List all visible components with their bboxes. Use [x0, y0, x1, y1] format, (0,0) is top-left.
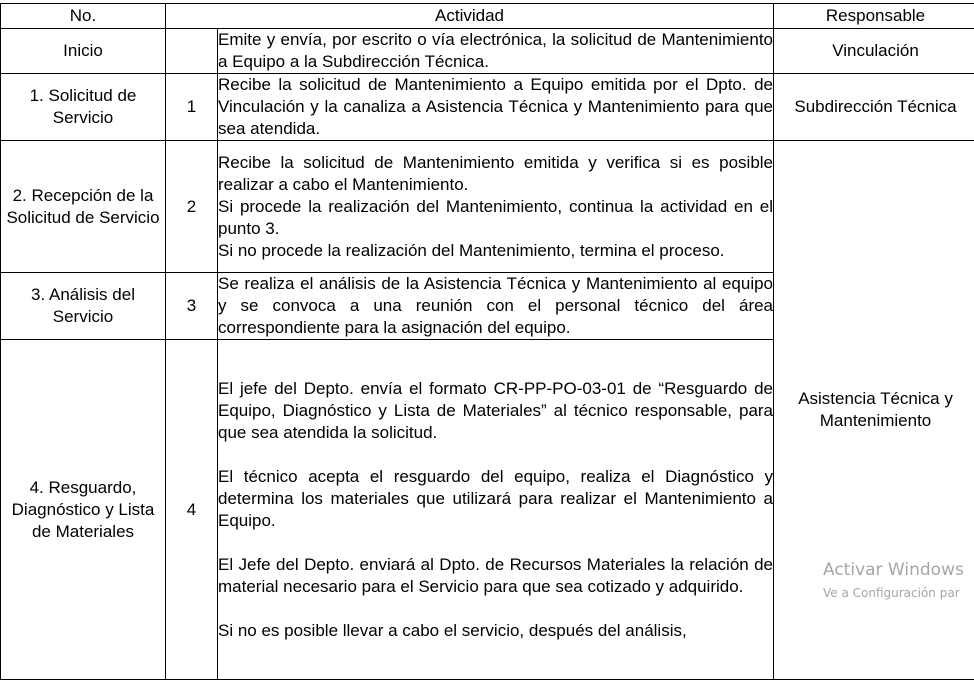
table-row	[1, 74, 974, 141]
step-activity: Emite y envía, por escrito o vía electrónica, la solicitud de Mantenimiento a Equipo a la Subdirección Técnica.	[218, 29, 774, 74]
step-name: 4. Resguardo, Diagnóstico y Lista de Materiales	[1, 340, 166, 680]
step-name: 1. Solicitud de Servicio	[1, 74, 166, 141]
watermark-title: Activar Windows	[823, 560, 964, 580]
step-activity: Se realiza el análisis de la Asistencia Técnica y Mantenimiento al equipo y se convoca a una reunión con el personal técnico del área correspondiente para la asignación del equipo.	[218, 273, 774, 340]
watermark-subtitle: Ve a Configuración par	[823, 585, 964, 601]
step-responsible: Subdirección Técnica	[774, 74, 974, 141]
step-activity: Recibe la solicitud de Mantenimiento emitida y verifica si es posible realizar a cabo el Mantenimiento. Si procede la realización del Mantenimiento, continua la actividad en el punto 3. Si no procede la realización del Mantenimiento, termina el proceso.	[218, 141, 774, 273]
header-actividad: Actividad	[166, 4, 774, 29]
header-no: No.	[1, 4, 166, 29]
step-activity: El jefe del Depto. envía el formato CR-PP-PO-03-01 de “Resguardo de Equipo, Diagnóstico y Lista de Materiales” al técnico responsable, para que sea atendida la solicitud. El técnico acepta el resguardo del equipo, realiza el Diagnóstico y determina los materiales que utilizará para realizar el Mantenimiento a Equipo. El Jefe del Depto. enviará al Dpto. de Recursos Materiales la relación de material necesario para el Servicio para que sea cotizado y adquirido. Si no es posible llevar a cabo el servicio, después del análisis,	[218, 340, 774, 680]
windows-activation-watermark	[823, 560, 964, 601]
step-name: Inicio	[1, 29, 166, 74]
step-name: 2. Recepción de la Solicitud de Servicio	[1, 141, 166, 273]
step-number: 3	[166, 273, 218, 340]
step-number: 1	[166, 74, 218, 141]
step-name: 3. Análisis del Servicio	[1, 273, 166, 340]
step-number	[166, 29, 218, 74]
header-responsable: Responsable	[774, 4, 974, 29]
table-row	[1, 141, 974, 273]
table-row	[1, 29, 974, 74]
step-number: 4	[166, 340, 218, 680]
header-row	[1, 4, 974, 29]
step-responsible: Asistencia Técnica y Mantenimiento	[774, 141, 974, 680]
step-responsible: Vinculación	[774, 29, 974, 74]
step-number: 2	[166, 141, 218, 273]
step-activity: Recibe la solicitud de Mantenimiento a Equipo emitida por el Dpto. de Vinculación y la canaliza a Asistencia Técnica y Mantenimiento para que sea atendida.	[218, 74, 774, 141]
